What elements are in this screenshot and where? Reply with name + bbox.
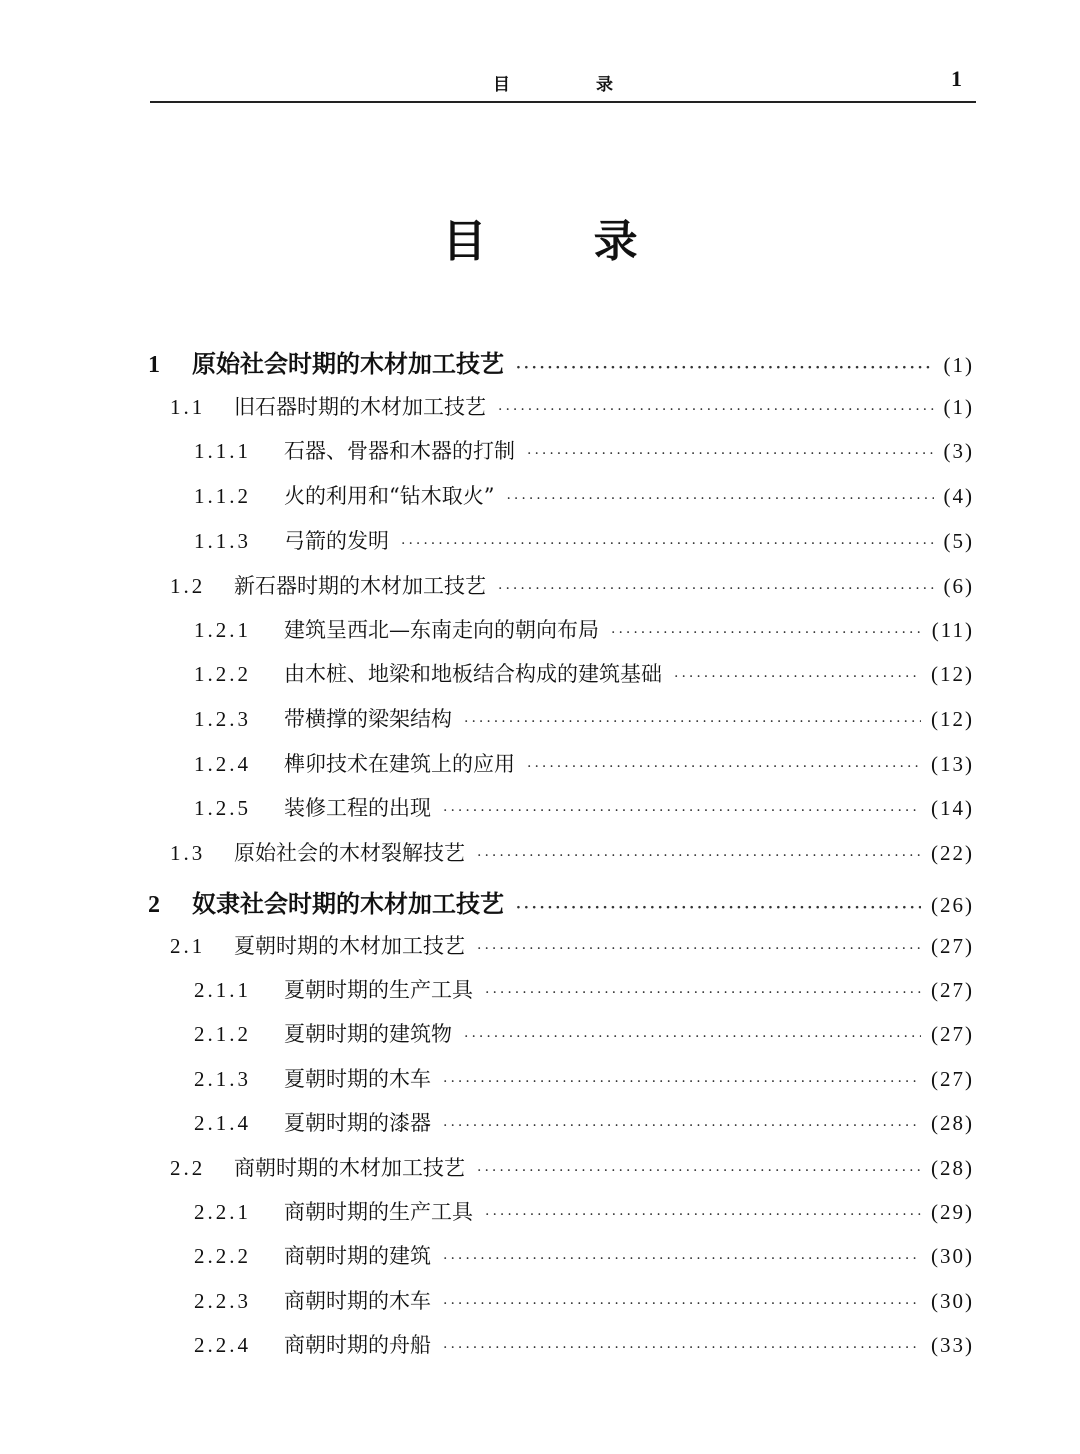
toc-entry-page: (27) [931,934,974,958]
toc-entry-label: 夏朝时期的生产工具 [284,978,473,1002]
toc-entry-page: (12) [931,662,974,686]
dot-leader [477,1163,921,1179]
dot-leader [464,714,921,730]
dot-leader [527,446,934,462]
toc-entry-page: (1) [943,353,974,377]
toc-entry[interactable] [194,748,974,778]
toc-entry-label: 石器、骨器和木器的打制 [284,439,515,463]
dot-leader [498,402,934,418]
toc-entry[interactable] [194,974,974,1004]
toc-entry-label: 夏朝时期的木材加工技艺 [234,934,465,958]
toc-entry-number: 1 [148,352,163,378]
toc-entry-number: 2.1.3 [194,1067,251,1091]
page-number: 1 [951,66,962,91]
toc-entry[interactable] [194,703,974,733]
dot-leader [443,803,921,819]
toc-entry-number: 2.1.1 [194,978,251,1002]
toc-entry-number: 1.2.5 [194,796,251,820]
dot-leader [498,581,934,597]
toc-entry-label: 火的利用和“钻木取火” [284,484,495,508]
page-title: 目 录 [442,216,684,267]
toc-entry[interactable] [148,344,974,379]
dot-leader [443,1074,921,1090]
toc-entry-page: (11) [931,618,974,642]
toc-entry-label: 原始社会时期的木材加工技艺 [192,349,504,378]
toc-entry-page: (5) [943,529,974,553]
toc-entry-number: 2.1 [170,934,206,958]
toc-entry-page: (28) [931,1111,974,1135]
toc-entry-number: 2 [148,892,163,918]
toc-entry[interactable] [170,930,974,960]
toc-entry-number: 1.1.3 [194,529,251,553]
toc-entry-number: 1.2 [170,574,206,598]
toc-entry-label: 夏朝时期的漆器 [284,1111,431,1135]
toc-entry-label: 榫卯技术在建筑上的应用 [284,752,515,776]
toc-entry-number: 1.1.1 [194,439,251,463]
toc-entry-label: 旧石器时期的木材加工技艺 [234,395,486,419]
toc-entry-label: 弓箭的发明 [284,529,389,553]
toc-entry-page: (6) [943,574,974,598]
toc-entry-page: (30) [931,1289,974,1313]
toc-entry-number: 1.2.3 [194,707,251,731]
toc-entry-label: 夏朝时期的建筑物 [284,1022,452,1046]
toc-entry-number: 1.2.2 [194,662,251,686]
toc-entry[interactable] [194,1063,974,1093]
toc-entry-page: (26) [931,893,974,917]
toc-entry[interactable] [170,1152,974,1182]
dot-leader [477,848,921,864]
toc-entry[interactable] [194,1018,974,1048]
toc-entry[interactable] [194,1329,974,1359]
toc-entry-label: 带横撑的梁架结构 [284,707,452,731]
toc-entry-page: (33) [931,1333,974,1357]
toc-entry-number: 1.3 [170,841,206,865]
toc-entry-number: 1.1 [170,395,206,419]
toc-entry-page: (27) [931,978,974,1002]
toc-entry-label: 原始社会的木材裂解技艺 [234,841,465,865]
toc-entry-page: (4) [943,484,974,508]
toc-entry-page: (27) [931,1022,974,1046]
toc-entry[interactable] [194,1107,974,1137]
toc-entry-label: 装修工程的出现 [284,796,431,820]
toc-entry[interactable] [194,1196,974,1226]
toc-entry-number: 2.2.4 [194,1333,251,1357]
dot-leader [443,1340,921,1356]
toc-entry-number: 1.2.4 [194,752,251,776]
toc-entry-number: 2.2.2 [194,1244,251,1268]
toc-entry-page: (12) [931,707,974,731]
toc-entry[interactable] [194,1285,974,1315]
dot-leader [401,536,934,552]
toc-entry-page: (3) [943,439,974,463]
dot-leader [485,1207,921,1223]
toc-entry-label: 商朝时期的木车 [284,1289,431,1313]
toc-entry-number: 2.2.1 [194,1200,251,1224]
running-title: 目 录 [493,75,653,95]
dot-leader [674,669,921,685]
dot-leader [611,625,922,641]
toc-entry-page: (14) [931,796,974,820]
toc-entry-page: (1) [943,395,974,419]
toc-entry-number: 2.1.2 [194,1022,251,1046]
dot-leader [477,941,921,957]
toc-entry-page: (27) [931,1067,974,1091]
toc-entry[interactable] [194,480,974,510]
toc-entry-label: 新石器时期的木材加工技艺 [234,574,486,598]
dot-leader [527,759,921,775]
toc-entry-label: 商朝时期的木材加工技艺 [234,1156,465,1180]
toc-entry[interactable] [194,1240,974,1270]
toc-entry[interactable] [194,792,974,822]
toc-entry[interactable] [170,570,974,600]
dot-leader [443,1251,921,1267]
toc-entry-label: 奴隶社会时期的木材加工技艺 [192,889,504,918]
toc-entry-page: (30) [931,1244,974,1268]
dot-leader [485,985,921,1001]
dot-leader [516,900,921,916]
toc-entry-label: 商朝时期的舟船 [284,1333,431,1357]
toc-entry-page: (29) [931,1200,974,1224]
toc-entry-number: 2.2 [170,1156,206,1180]
dot-leader [506,491,933,507]
dot-leader [443,1296,921,1312]
toc-entry-label: 夏朝时期的木车 [284,1067,431,1091]
toc-entry[interactable] [170,837,974,867]
toc-entry[interactable] [148,884,974,919]
dot-leader [443,1118,921,1134]
toc-entry-number: 1.2.1 [194,618,251,642]
toc-entry-label: 商朝时期的建筑 [284,1244,431,1268]
toc-entry-label: 由木桩、地梁和地板结合构成的建筑基础 [284,662,662,686]
dot-leader [464,1029,921,1045]
toc-entry[interactable] [170,391,974,421]
toc-entry-label: 商朝时期的生产工具 [284,1200,473,1224]
toc-entry-page: (22) [931,841,974,865]
dot-leader [516,360,934,376]
toc-entry-page: (13) [931,752,974,776]
toc-entry-label: 建筑呈西北—东南走向的朝向布局 [284,618,599,642]
toc-entry[interactable] [194,658,974,688]
toc-entry[interactable] [194,614,974,644]
toc-entry-number: 2.1.4 [194,1111,251,1135]
toc-entry-page: (28) [931,1156,974,1180]
toc-entry[interactable] [194,435,974,465]
toc-entry-number: 2.2.3 [194,1289,251,1313]
toc-entry-number: 1.1.2 [194,484,251,508]
toc-entry[interactable] [194,525,974,555]
